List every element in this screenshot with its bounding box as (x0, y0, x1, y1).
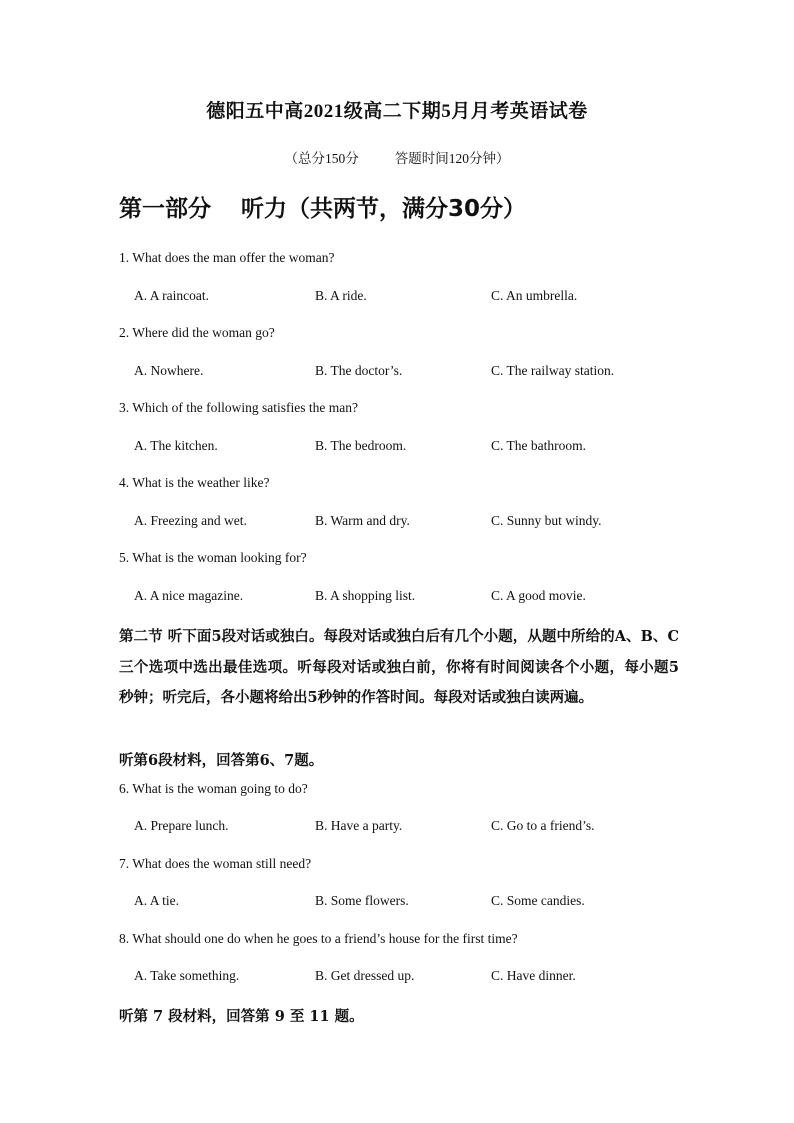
part-one-heading (119, 190, 526, 223)
question-2: 2. Where did the woman go? (119, 325, 275, 340)
option-a: A. A raincoat. (134, 288, 209, 303)
question-7: 7. What does the woman still need? (119, 856, 312, 871)
option-c: C. The railway station. (491, 363, 615, 378)
option-b: B. Warm and dry. (315, 513, 410, 528)
option-a: A. A nice magazine. (134, 588, 244, 603)
section-two-instructions: 第二节 听下面5段对话或独白。每段对话或独白后有几个小题，从题中所给的A、B、C三个选项中选出最佳选项。听每段对话或独白前，你将有时间阅读各个小题，每小题5秒钟；听完后，各小题将给出5秒钟的作答时间。每段对话或独白读两遍。 (119, 628, 679, 706)
material-6-heading: 听第6段材料，回答第6、7题。 (119, 752, 324, 769)
option-c: C. Sunny but windy. (491, 513, 602, 528)
exam-info (0, 147, 794, 167)
option-c: C. Have dinner. (491, 968, 576, 983)
option-b: B. Have a party. (315, 818, 403, 833)
option-b: B. A shopping list. (315, 588, 416, 603)
part-one-label: 第一部分 (119, 196, 211, 222)
exam-title: 德阳五中高2021级高二下期5月月考英语试卷 (206, 101, 588, 122)
option-b: B. The doctor’s. (315, 363, 403, 378)
part-one-title: 听力（共两节，满分30分） (241, 196, 527, 222)
material-7-heading: 听第 7 段材料，回答第 9 至 11 题。 (119, 1008, 364, 1025)
question-5: 5. What is the woman looking for? (119, 550, 307, 565)
question-4: 4. What is the weather like? (119, 475, 270, 490)
option-a: A. Nowhere. (134, 363, 204, 378)
option-a: A. A tie. (134, 893, 180, 908)
option-c: C. An umbrella. (491, 288, 578, 303)
option-b: B. Some flowers. (315, 893, 409, 908)
question-8: 8. What should one do when he goes to a friend’s house for the first time? (119, 931, 518, 946)
total-score: （总分150分 (284, 151, 359, 166)
option-c: C. Go to a friend’s. (491, 818, 595, 833)
question-1: 1. What does the man offer the woman? (119, 250, 335, 265)
option-b: B. The bedroom. (315, 438, 407, 453)
option-c: C. A good movie. (491, 588, 586, 603)
option-a: A. Freezing and wet. (134, 513, 247, 528)
option-b: B. A ride. (315, 288, 367, 303)
question-3: 3. Which of the following satisfies the man? (119, 400, 358, 415)
option-a: A. Take something. (134, 968, 240, 983)
option-a: A. The kitchen. (134, 438, 218, 453)
answer-time: 答题时间120分钟） (394, 151, 510, 166)
option-a: A. Prepare lunch. (134, 818, 229, 833)
option-c: C. The bathroom. (491, 438, 586, 453)
question-6: 6. What is the woman going to do? (119, 781, 308, 796)
option-c: C. Some candies. (491, 893, 585, 908)
option-b: B. Get dressed up. (315, 968, 415, 983)
